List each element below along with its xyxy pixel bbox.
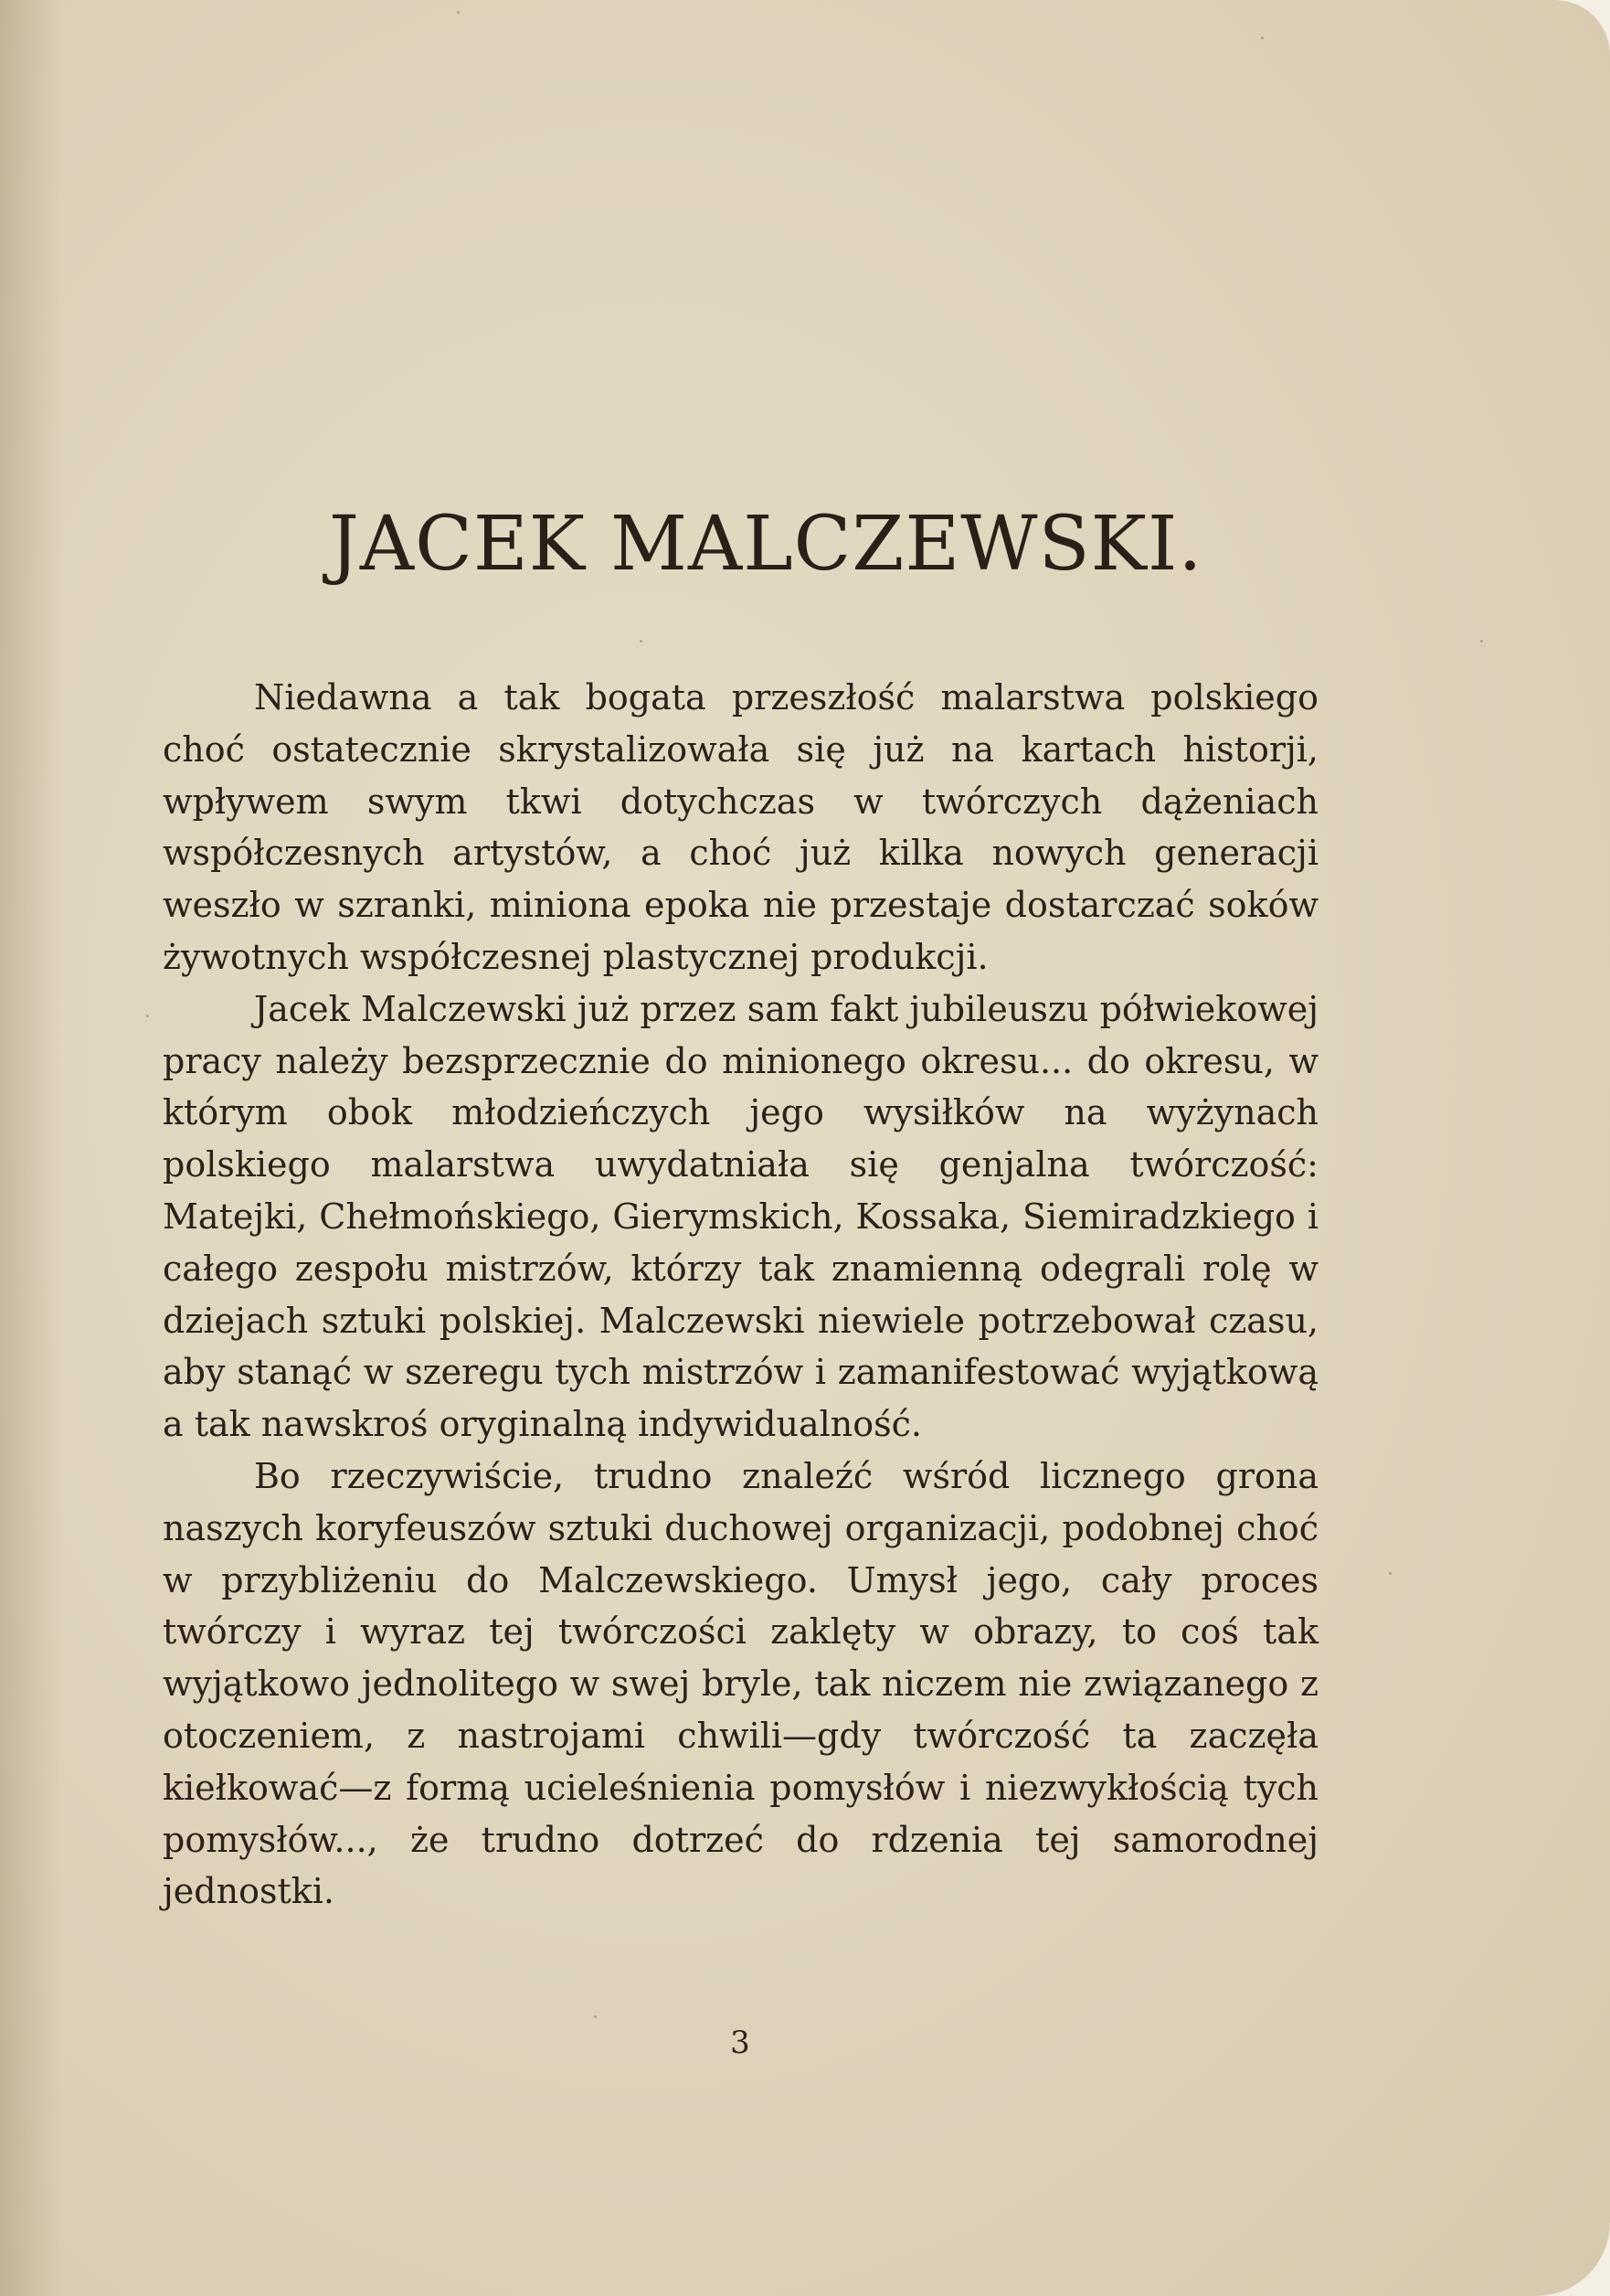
paragraph-3: Bo rzeczywiście, trudno znaleźć wśród licznego grona naszych koryfeuszów sztuki duchowej organizacji, podobnej choć w przybliżeniu do Malczewskiego. Umysł jego, cały proces twórczy i wyraz tej twórczości zaklęty w obrazy, to coś tak wyjątkowo jednolitego w swej bryle, tak niczem nie związanego z otoczeniem, z nastrojami chwili—gdy twórczość ta zaczęła kiełkować—z formą ucieleśnienia pomysłów i niezwykłością tych pomysłów..., że trudno dotrzeć do rdzenia tej samorodnej jednostki. [163, 1455, 1319, 1912]
body-text [163, 672, 1319, 1918]
paper-speck [640, 640, 642, 643]
paragraph-1: Niedawna a tak bogata przeszłość malarstwa polskiego choć ostatecznie skrystalizowała się już na kartach historji, wpływem swym tkwi dotychczas w twórczych dążeniach współczesnych artystów, a choć już kilka nowych generacji weszło w szranki, miniona epoka nie przestaje dostarczać soków żywotnych współczesnej plastycznej produkcji. [163, 677, 1319, 977]
paper-speck [457, 11, 460, 14]
page-corner-top [1555, 0, 1610, 55]
page-title: JACEK MALCZEWSKI. [329, 501, 1203, 588]
paper-speck [594, 2015, 597, 2018]
page-corner-bottom [1537, 2223, 1610, 2296]
paper-speck [1261, 37, 1264, 39]
paper-speck [146, 1015, 149, 1017]
paper-speck [1389, 1572, 1392, 1575]
paper-speck [1480, 640, 1483, 643]
page-number: 3 [730, 2025, 750, 2061]
paragraph-2: Jacek Malczewski już przez sam fakt jubileuszu półwiekowej pracy należy bezsprzecznie do minionego okresu... do okresu, w którym obok młodzieńczych jego wysiłków na wyżynach polskiego malarstwa uwydatniała się genjalna twórczość: Matejki, Chełmońskiego, Gierymskich, Kossaka, Siemiradzkiego i całego zespołu mistrzów, którzy tak znamienną odegrali rolę w dziejach sztuki polskiej. Malczewski niewiele potrzebował czasu, aby stanąć w szeregu tych mistrzów i zamanifestować wyjątkową a tak nawskroś oryginalną indywidualność. [163, 988, 1319, 1445]
spine-shadow [0, 0, 64, 2296]
